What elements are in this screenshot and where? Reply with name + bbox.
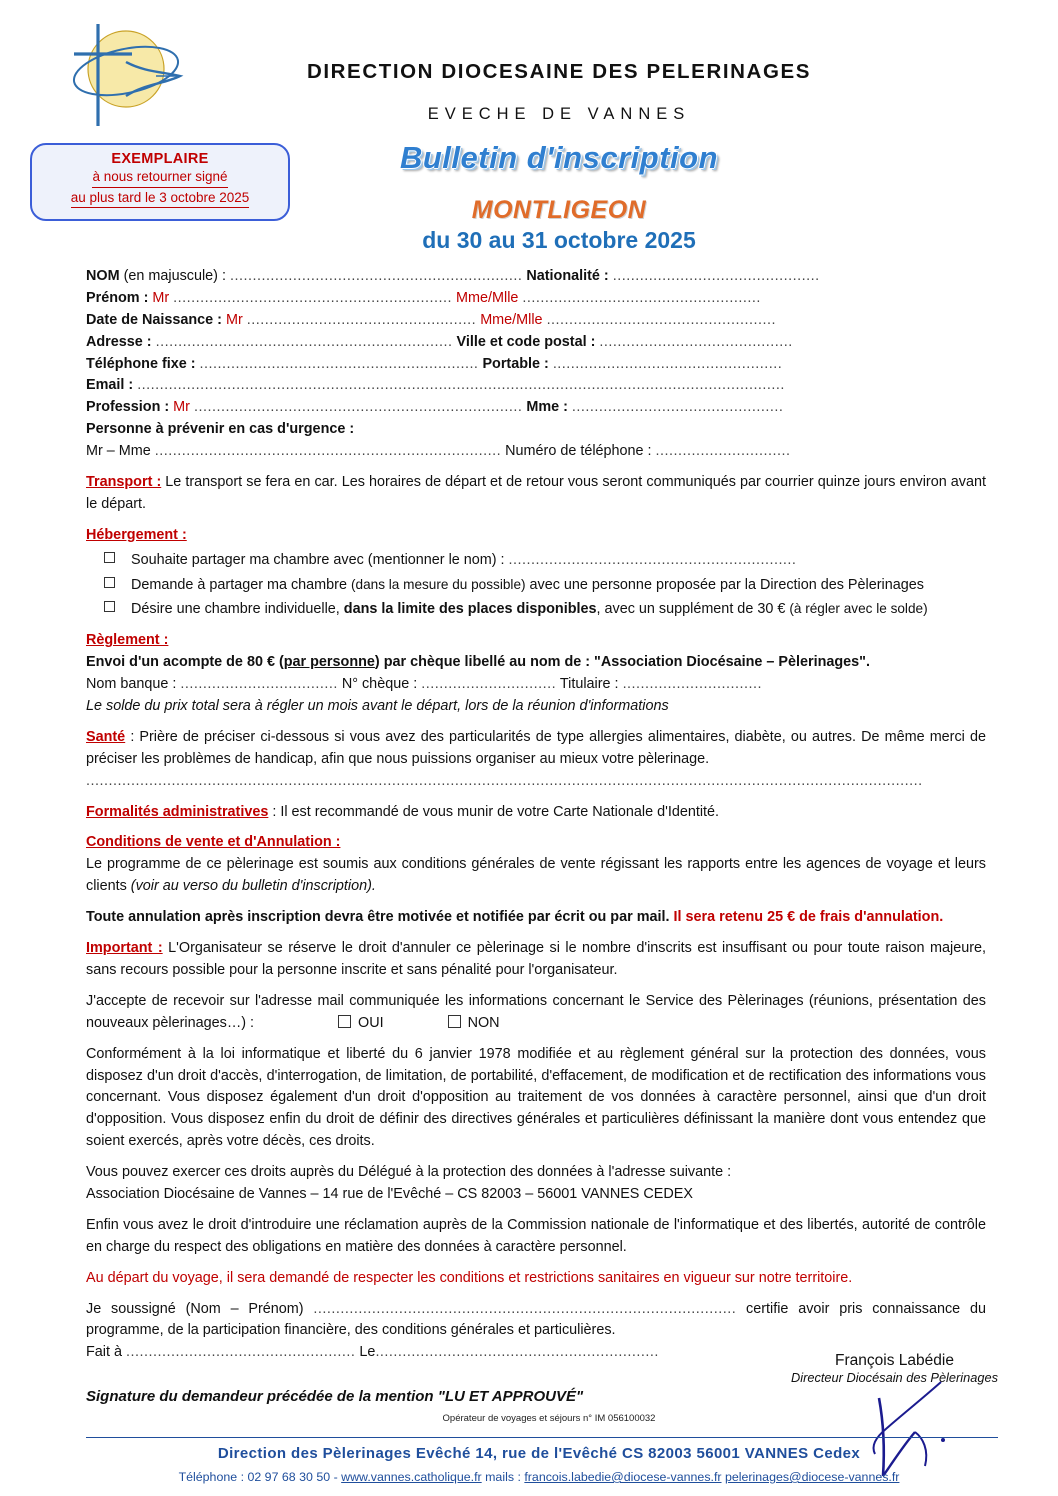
reglement-section <box>86 630 986 718</box>
page-subtitle: EVECHE DE VANNES <box>427 105 691 123</box>
hebergement-section <box>86 525 986 622</box>
urgence-mrmme-label: Mr – Mme <box>86 443 151 460</box>
nom-input[interactable]: ................................................................. <box>229 268 523 284</box>
email-label: Email : <box>86 377 134 394</box>
ville-input[interactable]: ........................................... <box>599 333 793 350</box>
footer-contacts <box>0 1470 1058 1484</box>
faita-label: Fait à <box>86 1344 126 1361</box>
soussigne-label-b: certifie avoir pris connaissance du programme, de la participation financière, des conditions générales et particulières. <box>86 1300 986 1339</box>
adresse-label: Adresse : <box>86 333 152 350</box>
heb-opt2-note: (dans la mesure du possible) <box>350 576 526 592</box>
prenom-mme-label: Mme/Mlle <box>456 289 519 306</box>
important-section <box>86 938 986 982</box>
naissance-mr-input[interactable]: ................................................... <box>246 311 477 328</box>
heb-opt1-input[interactable]: ................................................................ <box>508 551 797 568</box>
tel-input[interactable]: .............................................................. <box>199 355 479 372</box>
bulletin-wordart: Bulletin d'inscription <box>399 140 719 175</box>
transport-section <box>86 472 986 516</box>
urgence-tel-label: Numéro de téléphone : <box>505 443 652 460</box>
consent-non-label: NON <box>467 1014 500 1031</box>
cheque-input[interactable]: .............................. <box>421 676 557 693</box>
field-date-naissance <box>86 310 986 332</box>
sante-input[interactable]: .......................................................................................................................................................................................... <box>86 772 923 789</box>
heb-opt2-text-a: Demande à partager ma chambre <box>131 576 351 593</box>
soussigne-section <box>86 1299 986 1343</box>
footer-email-2[interactable]: pelerinages@diocese-vannes.fr <box>724 1470 900 1484</box>
prenom-mme-input[interactable]: ..................................................... <box>522 289 761 306</box>
sanitaire-note: Au départ du voyage, il sera demandé de respecter les conditions et restrictions sanitaires en vigueur sur notre territoire. <box>86 1269 853 1286</box>
heb-opt3-note: (à régler avec le solde) <box>789 601 928 617</box>
nationalite-label: Nationalité : <box>526 268 609 284</box>
naissance-mme-label: Mme/Mlle <box>480 311 543 328</box>
conditions-p2-a: Toute annulation après inscription devra être motivée et notifiée par écrit ou par mail. <box>86 909 674 926</box>
page-title: DIRECTION DIOCESAINE DES PELERINAGES <box>306 60 812 83</box>
transport-title: Transport : <box>86 474 162 491</box>
heb-opt3-bold: dans la limite des places disponibles <box>343 601 597 618</box>
reglement-line1-a: Envoi d'un acompte de 80 € ( <box>86 654 284 671</box>
rgpd-p1: Conformément à la loi informatique et liberté du 6 janvier 1978 modifiée et au règlement général sur la protection des données, vous disposez d'un droit d'accès, d'interrogation, de limitation, de portabilité, d'effacement, de modification et de rectification des informations vous concernant. Vous disposez également d'un droit d'opposition au traitement de vos données à caractère personnel, ainsi que d'un droit d'opposition. Vous disposez enfin du droit de définir des directives générales et particulières définissant la manière dont vous entendez que soient exercés, après votre décès, ces droits. <box>86 1045 986 1150</box>
consent-options <box>338 1013 560 1035</box>
faita-date-input[interactable]: ............................................................... <box>375 1344 659 1361</box>
operator-note: Opérateur de voyages et séjours n° IM 056100032 <box>442 1413 656 1424</box>
reglement-line3: Le solde du prix total sera à régler un mois avant le départ, lors de la réunion d'informations <box>86 698 669 715</box>
field-adresse <box>86 332 986 354</box>
faita-lieu-input[interactable]: ................................................... <box>126 1344 356 1361</box>
rgpd-p3: Association Diocésaine de Vannes – 14 rue de l'Evêché – CS 82003 – 56001 VANNES CEDEX <box>86 1185 693 1202</box>
nom-label: NOM <box>86 268 120 284</box>
rgpd-p4: Enfin vous avez le droit d'introduire une réclamation auprès de la Commission nationale de l'informatique et des libertés, autorité de contrôle en charge du respect des obligations en matière des données à caractère personnel. <box>86 1216 986 1255</box>
hebergement-option-3[interactable] <box>86 599 986 621</box>
naissance-label: Date de Naissance : <box>86 311 222 328</box>
stamp-line1: EXEMPLAIRE <box>111 151 209 167</box>
conditions-p1 <box>86 854 986 898</box>
stamp-line3: au plus tard le 3 octobre 2025 <box>71 188 250 209</box>
profession-mr-input[interactable]: ......................................................................... <box>193 399 523 416</box>
adresse-input[interactable]: .................................................................. <box>155 333 453 350</box>
le-label: Le <box>355 1344 376 1361</box>
naissance-mme-input[interactable]: ................................................... <box>546 311 776 328</box>
conditions-p1-ital: (voir au verso du bulletin d'inscription). <box>130 878 376 895</box>
formalites-text: : Il est recommandé de vous munir de votre Carte Nationale d'Identité. <box>268 803 720 820</box>
nationalite-input[interactable]: .............................................. <box>612 268 820 284</box>
trip-dates: du 30 au 31 octobre 2025 <box>422 227 696 253</box>
consent-oui-label: OUI <box>358 1014 384 1031</box>
field-urgence <box>86 441 986 463</box>
ville-label: Ville et code postal : <box>456 333 596 350</box>
signature-mention: Signature du demandeur précédée de la mention "LU ET APPROUVÉ" <box>86 1388 584 1406</box>
director-name: François Labédie <box>835 1352 954 1369</box>
heb-opt1-label: Souhaite partager ma chambre avec (mentionner le nom) : <box>131 551 505 568</box>
portable-label: Portable : <box>482 355 549 372</box>
reglement-line1-b: ) par chèque libellé au nom de : "Association Diocésaine – Pèlerinages". <box>374 654 871 671</box>
checkbox-icon[interactable] <box>104 552 115 563</box>
reglement-line1 <box>86 652 986 674</box>
checkbox-icon[interactable] <box>104 577 115 588</box>
reglement-line2 <box>86 674 986 696</box>
reglement-title: Règlement : <box>86 632 169 649</box>
destination-title: MONTLIGEON <box>471 196 647 224</box>
hebergement-option-1[interactable] <box>86 550 986 572</box>
footer-address: Direction des Pèlerinages Evêché 14, rue de l'Evêché CS 82003 56001 VANNES Cedex <box>217 1445 861 1462</box>
profession-label: Profession : <box>86 399 170 416</box>
formalites-title: Formalités administratives <box>86 803 269 820</box>
heb-opt3-text-a: Désire une chambre individuelle, <box>131 601 344 618</box>
nom-label-suffix: (en majuscule) : <box>123 268 226 284</box>
banque-label: Nom banque : <box>86 676 177 693</box>
profession-mme-label: Mme : <box>526 399 568 416</box>
checkbox-icon[interactable] <box>338 1015 351 1028</box>
hebergement-title: Hébergement : <box>86 526 187 543</box>
field-telephone <box>86 354 986 376</box>
field-prenom <box>86 288 986 310</box>
director-role: Directeur Diocésain des Pèlerinages <box>791 1370 998 1385</box>
urgence-title <box>86 419 986 441</box>
conditions-title: Conditions de vente et d'Annulation : <box>86 834 341 851</box>
titulaire-input[interactable]: ............................... <box>622 676 763 693</box>
consent-non-option[interactable] <box>448 1013 500 1035</box>
conditions-p1-text: Le programme de ce pèlerinage est soumis aux conditions générales de vente régissant les rapports entre les agences de voyage et leurs clients <box>86 856 986 895</box>
heb-opt2-text-b: avec une personne proposée par la Direction des Pèlerinages <box>525 576 924 593</box>
field-email <box>86 375 986 397</box>
sante-title: Santé <box>86 728 126 745</box>
form-body <box>86 266 986 1409</box>
prenom-mr-input[interactable]: .............................................................. <box>173 289 453 306</box>
transport-text: Le transport se fera en car. Les horaires de départ et de retour vous seront communiqués par courrier quinze jours environ avant le départ. <box>86 474 986 512</box>
tel-label: Téléphone fixe : <box>86 355 196 372</box>
banque-input[interactable]: ................................... <box>180 676 338 693</box>
profession-mr-label: Mr <box>173 399 190 416</box>
consent-section <box>86 991 986 1035</box>
checkbox-icon[interactable] <box>448 1015 461 1028</box>
heb-opt3-text-b: , avec un supplément de 30 € <box>596 601 790 618</box>
portable-input[interactable]: ................................................... <box>552 355 783 372</box>
footer-mails-label: mails : <box>481 1470 525 1484</box>
hebergement-option-2[interactable] <box>86 575 986 597</box>
email-input[interactable]: ................................................................................................................................................ <box>137 377 785 394</box>
footer-divider <box>86 1437 998 1438</box>
consent-oui-option[interactable] <box>338 1013 384 1035</box>
rgpd-p2: Vous pouvez exercer ces droits auprès du Délégué à la protection des données à l'adresse suivante : <box>86 1164 732 1181</box>
stamp-line2: à nous retourner signé <box>92 167 227 188</box>
urgence-label: Personne à prévenir en cas d'urgence : <box>86 421 355 438</box>
footer-email-1[interactable]: francois.labedie@diocese-vannes.fr <box>524 1470 722 1484</box>
urgence-tel-input[interactable]: .............................. <box>655 443 791 460</box>
reglement-line1-u: par personne <box>283 654 375 671</box>
conditions-p2 <box>86 907 986 929</box>
conditions-section <box>86 832 986 929</box>
prenom-mr-label: Mr <box>152 289 170 306</box>
important-title: Important : <box>86 940 163 957</box>
soussigne-label-a: Je soussigné (Nom – Prénom) <box>86 1300 314 1317</box>
profession-mme-input[interactable]: ............................................... <box>571 399 784 416</box>
conditions-p2-red: Il sera retenu 25 € de frais d'annulation. <box>673 909 944 926</box>
soussigne-input[interactable]: .............................................................................................. <box>313 1300 737 1317</box>
urgence-name-input[interactable]: ............................................................................. <box>154 443 502 460</box>
sante-text: : Prière de préciser ci-dessous si vous avez des particularités de type allergies alimentaires, diabète, ou autres. De même merci de préciser les problèmes de handicap, afin que nous puissions organiser au mieux votre pèlerinage. <box>86 728 986 767</box>
footer-website-link[interactable]: www.vannes.catholique.fr <box>341 1470 482 1484</box>
titulaire-label: Titulaire : <box>559 676 619 693</box>
naissance-mr-label: Mr <box>225 311 243 328</box>
checkbox-icon[interactable] <box>104 601 115 612</box>
cheque-label: N° chèque : <box>341 676 418 693</box>
sante-section <box>86 727 986 793</box>
important-text: L'Organisateur se réserve le droit d'annuler ce pèlerinage si le nombre d'inscrits est insuffisant ou pour toute raison majeure, sans recours possible pour la personne inscrite et sans pénalité pour l'organisateur. <box>86 940 986 978</box>
footer-phone: Téléphone : 02 97 68 30 50 - <box>178 1470 342 1484</box>
field-profession <box>86 397 986 419</box>
prenom-label: Prénom : <box>86 289 149 306</box>
formalites-section <box>86 802 986 824</box>
consent-text: J'accepte de recevoir sur l'adresse mail communiquée les informations concernant le Service des Pèlerinages (réunions, présentation des nouveaux pèlerinages…) : <box>86 992 986 1031</box>
field-nom <box>86 266 986 288</box>
